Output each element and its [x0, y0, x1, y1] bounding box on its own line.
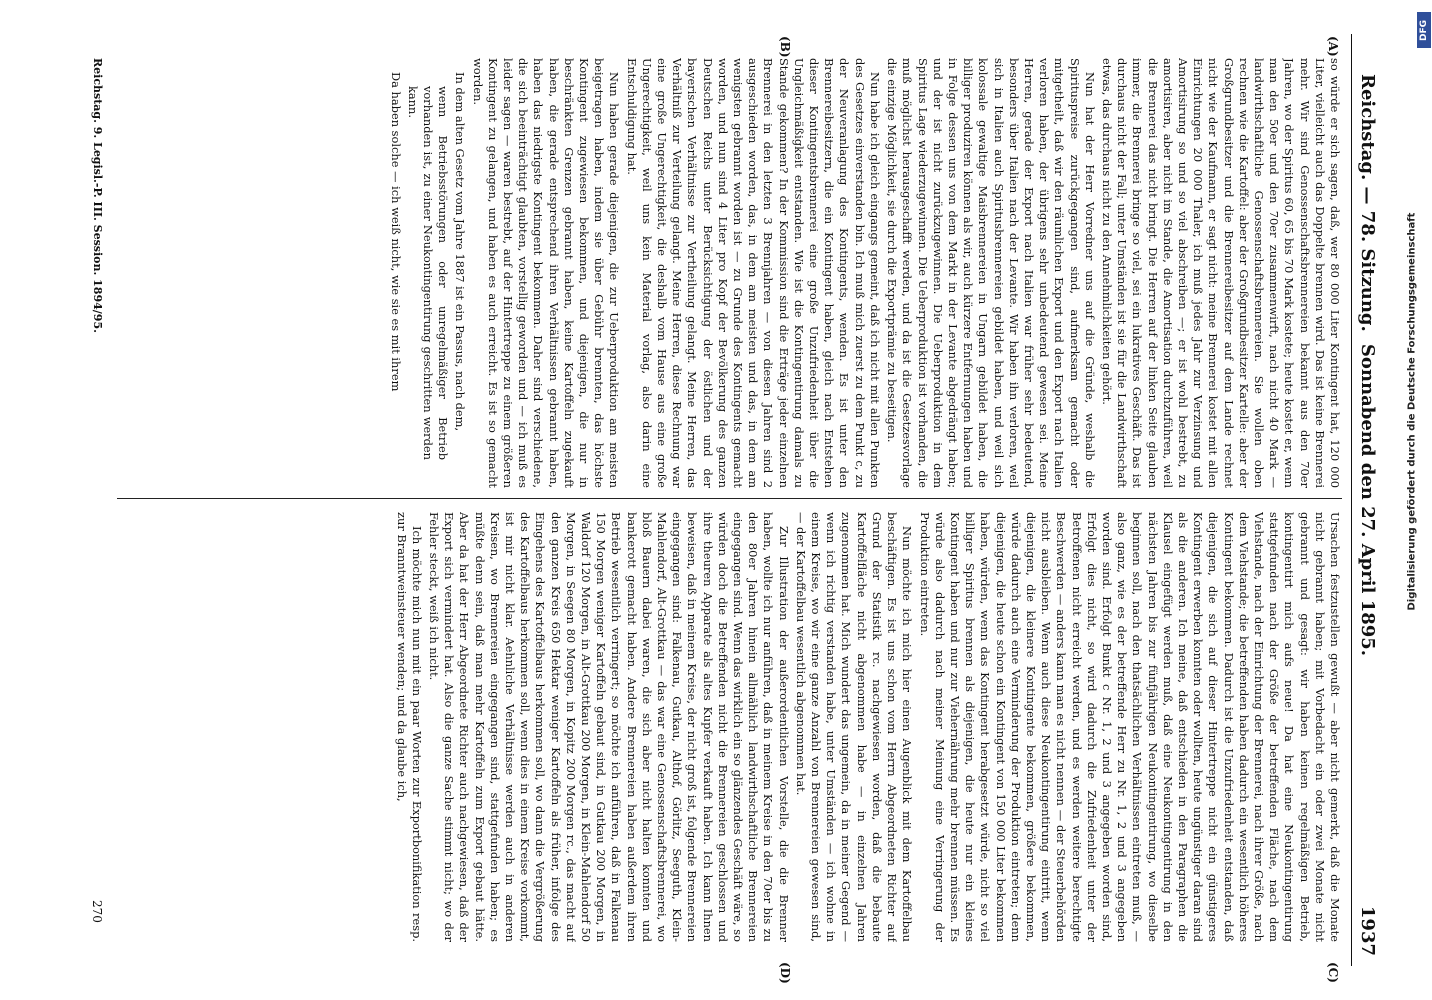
paragraph: Zur Illustration der außerordentlichen Vorstelle, die die Brenner haben, wollte ich nur anführen, daß in meinem Kreise in den 70er bis zu den 80er Jahren hinein allmählich landwirthschaftliche Brennereien eingegangen sind. Wenn das wirklich ein so glänzendes Geschäft wäre, so würden doch die Betreffenden nicht die Brennereien geschlossen und ihre theuren Apparate als altes Kupfer verkauft haben. Ich kann Ihnen beweisen, daß in meinem Kreise, der nicht groß ist, folgende Brennereien eingegangen sind: Falkenau, Gutkau, Althof, Görlitz, Seeguth, Klein-Mahlendorf, Alt-Grottkau — das war eine Genossenschaftsbrennerei, wo bloß Bauern dabei waren, die sich aber nicht halten konnten und bankerott gemacht haben. Andere Brennereien haben außerdem ihren Betrieb wesentlich verringert; so möchte ich anführen, daß in Falkenau 150 Morgen weniger Kartoffeln gebaut sind, in Gutkau 200 Morgen, in Waldorf 120 Morgen, in Alt-Grottkau 200 Morgen, in Klein-Mahlendorf 50 Morgen, in Seegen 80 Morgen, in Kopitz 200 Morgen rc., das macht auf den ganzen Kreis 650 Hektar weniger Kartoffeln als früher, infolge des Eingehens des Kartoffelbaus herkommen soll, wo dann die Vergrößerung des Kartoffelbaus herkommen soll, wenn dies in einem Kreise vorkommt, ist mir nicht klar. Aehnliche Verhältnisse werden auch in anderen Kreisen, wo Brennereien eingegangen sind, stattgefunden haben; es müßte denn sein, daß man mehr Kartoffeln zum Export gebaut hätte. Aber da hat der Herr Abgeordnete Richter auch nachgewiesen, daß der Export sich vermindert hat. Also die ganze Sache stimmt nicht; wo der Fehler steckt, weiß ich nicht. [427, 512, 791, 942]
left-column [82, 58, 1342, 488]
paragraph: Nun haben gerade diejenigen, die zur Ueberproduktion am meisten beigetragen haben, indem sie über Gebühr brennten, das höchste Kontingent zugewiesen bekommen, und diejenigen, die nur in beschränkten Grenzen gebrannt haben, keine Kartoffeln zugekauft haben, die gerade entsprechend ihren Verhältnissen gebrannt haben, haben das niedrigste Kontingent bekommen. Daher sind verschiedene, die sich beeinträchtigt glaubten, vorstellig geworden und — ich muß es leider sagen — waren bestrebt, auf der Hintertreppe zu einem größeren Kontingent zu gelangen, und haben es auch erreicht. Es ist so gemacht worden. [470, 58, 622, 488]
marker-c: (C) [1326, 962, 1340, 983]
paragraph: so würde er sich sagen, daß, wer 80 000 Liter Kontingent hat, 120 000 Liter, vielleicht auch das Doppelte brennen wird. Das ist keine Brennerei mehr. Wir sind Genossenschaftsbrennereien bekannt aus den 70er Jahren, wo der Spiritus 60, 65 bis 70 Mark kostete; heute kostet er, wenn man den 50er und den 70er zusammenwirft, nach nicht 40 Mark — landwirthschaftliche Genossenschaftsbrennereien. Sie wollen oben rechnen wie die Kartoffel: aber der Großgrundbesitzer Kartelle: aber der Großgrundbesitzer und die Brennereibesitzer auf dem Lande rechnet nicht wie der Kaufmann, er sagt nicht: meine Brennerei kostet mit allen Einrichtungen 20 000 Thaler, ich muß jedes Jahr zur Verzinsung und Amortisirung so und so viel abschreiben —; er ist wohl bestrebt, zu amortisiren, aber nicht im Stande, die Amortisation durchzuführen, weil die Brennerei das nicht bringt. Die Herren auf der linken Seite glauben immer, die Brennerei bringe so viel, sei ein lukratives Geschäft. Das ist durchaus nicht der Fall; unter Umständen ist sie für die Landwirthschaft etwas, das durchaus nicht zu den Annehmlichkeiten gehört. [1099, 58, 1342, 488]
paragraph: In dem alten Gesetz vom Jahre 1887 ist ein Passus, nach dem, [453, 72, 468, 432]
page-header [1351, 34, 1380, 966]
header-left: Reichstag. — 78. Sitzung. [1357, 74, 1378, 332]
paragraph: Nun möchte ich mich hier einen Augenblick mit dem Kartoffelbau beschäftigen. Es ist uns schon vom Herrn Abgeordneten Richter auf Grund der Statistik rc. nachgewiesen worden, daß die bebaute Kartoffelfläche nicht abgenommen habe — in einzelnen Jahren zugenommen hat. Mich wundert das ungemein, da in meiner Gegend — wenn ich richtig verstanden habe, unter Umständen — ich wohne in einem Kreise, wo wir eine ganze Anzahl von Brennereien gewesen sind, — der Kartoffelbau wesentlich abgenommen hat. [793, 512, 915, 942]
paragraph: Nun habe ich gleich eingangs gemeint, daß ich nicht mit allen Punkten des Gesetzes einverstanden bin. Ich muß mich zuerst zu dem Punkt c, zu der Neuveranlagung des Kontingents, wenden. Es ist unter den Brennereibesitzern, die ein Kontingent haben, gleich nach Entstehen dieser Kontingentsbrennerei eine große Unzufriedenheit über die Ungleichmäßigkeit entstanden. Wie ist die Kontingentirung damals zu Stande gekommen? In der Kommission sind die Erträge jeder einzelnen Brennerei in den letzten 3 Brennjahren — von diesen Jahren sind 2 ausgeschieden worden, das, in dem am meisten und das, in dem am wenigsten gebrannt worden ist — zu Grunde des Kontingents gemacht worden, und nun sind 4 Liter pro Kopf der Bevölkerung des ganzen Deutschen Reichs unter Berücksichtigung der östlichen und der bayerischen Verhältnisse zur Vertheilung gelangt. Meine Herren, das Verhältniß zur Verteilung gelangt. Meine Herren, diese Rechnung war eine große Ungerechtigkeit, die deshalb vom Hause aus eine große Ungerechtigkeit, weil uns kein Material vorlag, also darin eine Entschuldigung hat. [624, 58, 882, 488]
paragraph: Ursachen festzustellen gewußt — aber nicht gemerkt, daß die Monate nicht gebrannt haben; mit Vorbedacht ein oder zwei Monate nicht gebrannt und gesagt: wir haben keinen regelmäßigen Betrieb, kontingentirt mich aufs neue! Da hat eine Neukontingentirung stattgefunden nach der Größe der betreffenden Fläche, nach dem Viehstande, nach der Einrichtung der Brennerei, nach ihrer Größe, nach dem Viehstande; die betreffenden haben dadurch ein wesentlich höheres Kontingent bekommen. Dadurch ist die Unzufriedenheit entstanden, daß diejenigen, die sich auf dieser Hintertreppe nicht ein günstigeres Kontingent erwerben konnten oder wollten, heute ungünstiger daran sind als die anderen. Ich meine, daß entschieden in den Paragraphen die Klausel eingefügt werden muß, daß eine Neukontingentirung in den nächsten Jahren bis zur fünfjährigen Neukontingentirung, wo dieselbe beginnen soll, nach den thatsächlichen Verhältnissen eintreten muß, — also ganz, wie es der betreffende Herr zu Nr. 1, 2 und 3 angegeben worden sind. Erfolgt Bunkt c Nr. 1, 2 und 3 angegeben worden sind, Erfolgt dies nicht, so wird dadurch die Zufriedenheit unter der Betroffenen nicht erreicht werden, und es werden weitere berechtigte Beschwerden — anders kann man es nicht nennen — der Steuerbehörden nicht ausbleiben. Wenn auch diese Neukontingentirung eintritt, wenn diejenigen, die kleinere Kontingente bekommen, größere bekommen, würde dadurch auch eine Verminderung der Produktion eintreten; denn diejenigen, die heute schon ein Kontingent von 150 000 Liter bekommen haben, würden, wenn das Kontingent herabgesetzt würde, nicht so viel billiger Spiritus brennen als diejenigen, die heute nur ein kleines Kontingent haben und nur zur Viehernährung mehr brennen müssen. Es würde also dadurch nach meiner Meinung eine Verringerung der Produktion eintreten. [917, 512, 1342, 942]
sheet-number: 270 [90, 900, 104, 923]
header-date: Sonnabend den 27. April 1895. [1357, 343, 1378, 657]
marker-a: (A) [1326, 36, 1340, 57]
paragraph: Da haben solche — ich weiß nicht, wie sie es mit ihrem [388, 72, 403, 392]
column-divider [117, 498, 1342, 499]
dfg-logo: DFG [1417, 12, 1431, 48]
paragraph: Ich möchte mich nun mit ein paar Worten zur Exportbonifikation resp. zur Branntweinsteuer wenden; und da glaube ich, [394, 512, 424, 942]
footnote: Reichstag. 9. Legisl.-P. III. Session. 1894/95. [91, 58, 104, 333]
quoted-clause: wenn Betriebsstörungen oder unregelmäßiger Betrieb vorhanden ist, zu einer Neukontingentirung geschritten werden kann. [405, 86, 451, 460]
right-column [82, 512, 1342, 942]
digitization-notice: Digitalisierung gefördert durch die Deutsche Forschungsgemeinschaft [1406, 212, 1418, 611]
header-page-number: 1937 [1357, 905, 1378, 956]
marker-b: (B) [778, 36, 792, 58]
marker-d: (D) [778, 962, 792, 984]
paragraph: Nun hat der Herr Vorredner uns auf die Gründe, weshalb die Spirituspreise zurückgegangen sind, aufmerksam gemacht oder mitgetheilt, daß wir den räumlichen Export und den Export nach Italien verloren haben, der übrigens sehr unbedeutend gewesen sei. Meine Herren, gerade der Export nach Italien war früher sehr bedeutend, besonders über Italien nach der Levante. Wir haben ihn verloren, weil sich in Italien auch Spiritusbrennereien gebildet haben, und weil sich kolossale gewaltige Maisbrennereien in Ungarn gebildet haben, die billiger produziren können als wir, auch kürzere Entfernungen haben und in Folge dessen uns von dem Markt in der Levante abgedrängt haben; und der ist nicht zurückzugewinnen. Die Ueberproduktion in dem Spiritus Lage wiederzugewinnen. Die Ueberproduktion ist vorhanden, die muß möglichst herausgeschafft werden, und da ist die Gesetzesvorlage die einzige Möglichkeit, sie durch die Exportprämie zu beseitigen. [885, 58, 1097, 488]
